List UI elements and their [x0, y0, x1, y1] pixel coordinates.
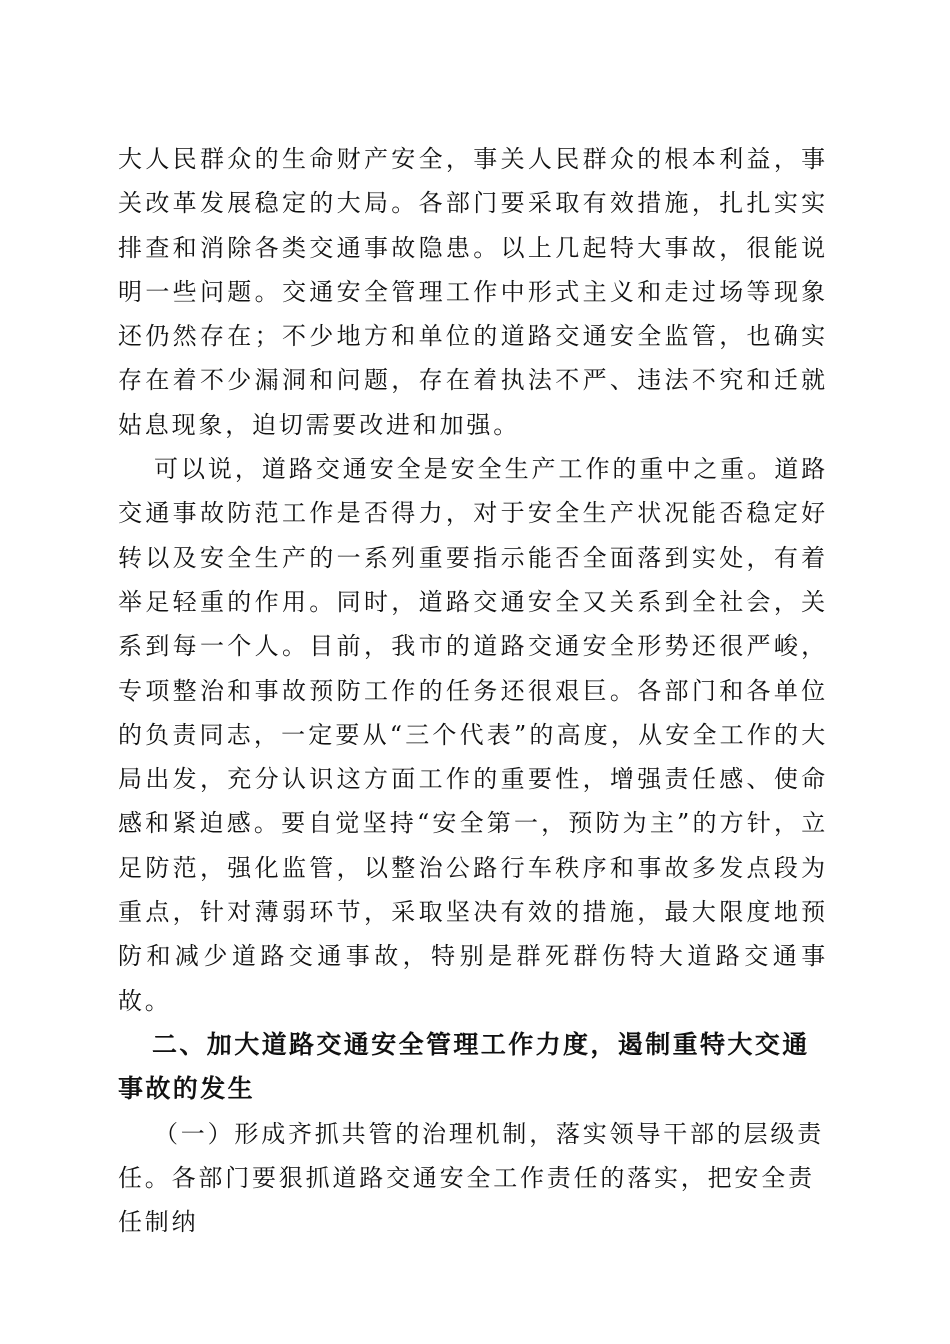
subsection-title: （一）形成齐抓共管的治理机制，落实领导干部的层级责任。: [118, 1119, 824, 1192]
paragraph-road-safety: 可以说，道路交通安全是安全生产工作的重中之重。道路交通事故防范工作是否得力，对于安全生产状况能否稳定好转以及安全生产的一系列重要指示能否全面落到实处，有着举足轻重的作用。同时，道路交通安全又关系到全社会，关系到每一个人。目前，我市的道路交通安全形势还很严峻，专项整治和事故预防工作的任务还很艰巨。各部门和各单位的负责同志，一定要从“三个代表”的高度，从安全工作的大局出发，充分认识这方面工作的重要性，增强责任感、使命感和紧迫感。要自觉坚持“安全第一，预防为主”的方针，立足防范，强化监管，以整治公路行车秩序和事故多发点段为重点，针对薄弱环节，采取坚决有效的措施，最大限度地预防和减少道路交通事故，特别是群死群伤特大道路交通事故。: [118, 455, 828, 1015]
subsection-paragraph: [118, 1112, 828, 1245]
section-heading: 二、加大道路交通安全管理工作力度，遏制重特大交通事故的发生: [118, 1029, 810, 1104]
subsection-text: 各部门要狠抓道路交通安全工作责任的落实，把安全责任制纳: [118, 1163, 815, 1237]
paragraph-continuation: 大人民群众的生命财产安全，事关人民群众的根本利益，事关改革发展稳定的大局。各部门要采取有效措施，扎扎实实排查和消除各类交通事故隐患。以上几起特大事故，很能说明一些问题。交通安全管理工作中形式主义和走过场等现象还仍然存在；不少地方和单位的道路交通安全监管，也确实存在着不少漏洞和问题，存在着执法不严、违法不究和迁就姑息现象，迫切需要改进和加强。: [118, 145, 828, 439]
document-body: [118, 137, 828, 1244]
